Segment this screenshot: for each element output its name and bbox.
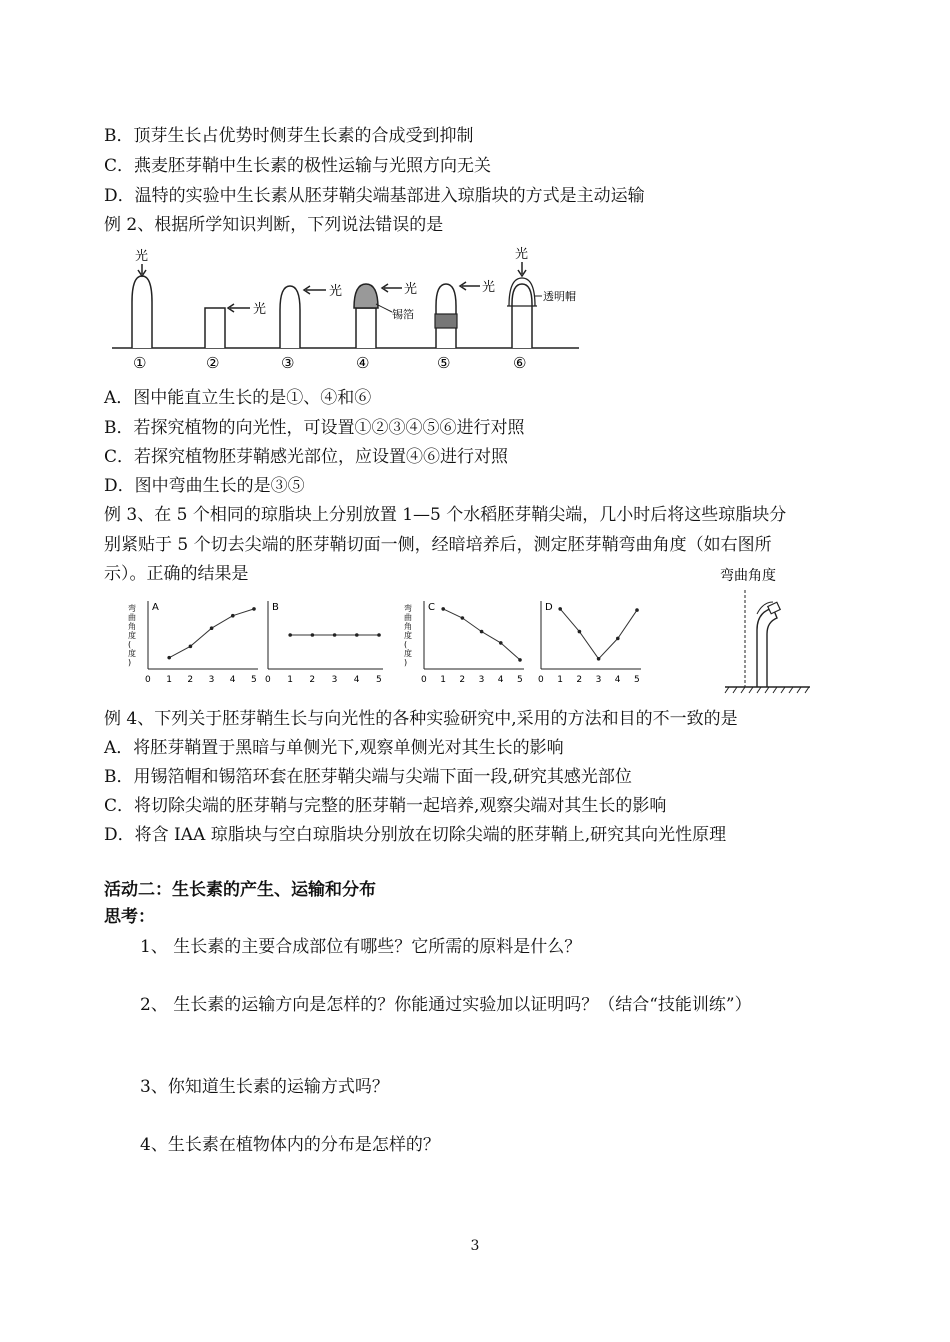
coleoptile-3 [280, 286, 300, 348]
series-line [169, 609, 254, 658]
x-tick-label: 4 [497, 675, 504, 685]
ex2-option-a: A．图中能直立生长的是①、④和⑥ [104, 388, 372, 408]
ex2-option-b: B．若探究植物的向光性，可设置①②③④⑤⑥进行对照 [104, 418, 525, 438]
x-tick-label: 5 [517, 675, 523, 685]
data-point [355, 633, 359, 637]
ex4-option-a: A．将胚芽鞘置于黑暗与单侧光下,观察单侧光对其生长的影响 [104, 738, 564, 758]
data-point [578, 630, 582, 634]
data-point [597, 657, 601, 661]
x-tick-label: 2 [187, 675, 194, 685]
y-axis-label-char: 弯 [404, 604, 412, 613]
x-tick-label: 3 [595, 675, 602, 685]
series-line [443, 609, 520, 660]
data-point [311, 633, 315, 637]
foil-label: 锡箔 [392, 308, 414, 321]
x-tick-label: 1 [557, 675, 563, 685]
y-axis-label-char: 角 [404, 622, 412, 631]
x-tick-label: 0 [538, 675, 544, 685]
x-tick-label: 2 [459, 675, 466, 685]
series-line [560, 609, 637, 659]
y-axis-label-char: ( [128, 640, 132, 649]
ex1-option-b: B．顶芽生长占优势时侧芽生长素的合成受到抑制 [104, 126, 474, 146]
x-tick-label: 2 [309, 675, 316, 685]
question-3: 3、你知道生长素的运输方式吗？ [140, 1077, 389, 1097]
cap-label: 透明帽 [543, 290, 576, 303]
x-tick-label: 0 [265, 675, 271, 685]
x-tick-label: 3 [208, 675, 215, 685]
y-axis-label-char: ) [128, 658, 132, 667]
coleoptile-4 [356, 308, 376, 348]
x-tick-label: 4 [353, 675, 360, 685]
num-3: ③ [281, 354, 295, 372]
data-point [189, 645, 193, 649]
chart-b [262, 595, 387, 690]
x-tick-label: 5 [376, 675, 382, 685]
light-label-6: 光 [515, 247, 529, 262]
bend-angle-figure [715, 562, 815, 697]
data-point [441, 607, 445, 611]
data-point [616, 637, 620, 641]
y-axis-label-char: 角 [128, 622, 136, 631]
ex4-option-b: B．用锡箔帽和锡箔环套在胚芽鞘尖端与尖端下面一段,研究其感光部位 [104, 767, 632, 787]
light-label-5: 光 [482, 280, 496, 295]
data-point [518, 658, 522, 662]
bent-coleoptile [757, 608, 777, 687]
data-point [461, 616, 465, 620]
light-label-1: 光 [135, 249, 149, 264]
data-point [480, 630, 484, 634]
data-point [288, 633, 292, 637]
question-1: 1、 生长素的主要合成部位有哪些？它所需的原料是什么？ [140, 937, 582, 957]
x-tick-label: 1 [440, 675, 446, 685]
ex4-stem: 例 4、下列关于胚芽鞘生长与向光性的各种实验研究中,采用的方法和目的不一致的是 [104, 709, 738, 729]
y-axis-label-char: ) [404, 658, 408, 667]
foil-band-5 [435, 314, 457, 328]
data-point [167, 656, 171, 660]
chart-title: B [272, 602, 279, 613]
x-tick-label: 4 [229, 675, 236, 685]
coleoptile-1 [132, 276, 152, 348]
ex3-stem-line3: 示）。正确的结果是 [104, 564, 249, 584]
x-tick-label: 3 [478, 675, 485, 685]
data-point [558, 607, 562, 611]
data-point [635, 608, 639, 612]
data-point [499, 641, 503, 645]
ex2-option-d: D．图中弯曲生长的是③⑤ [104, 476, 305, 496]
num-1: ① [133, 354, 147, 372]
ex2-option-c: C．若探究植物胚芽鞘感光部位，应设置④⑥进行对照 [104, 447, 509, 467]
coleoptile-6 [512, 284, 532, 348]
chart-title: A [152, 602, 159, 613]
ex2-coleoptile-figure [104, 240, 584, 375]
ex1-option-d: D．温特的实验中生长素从胚芽鞘尖端基部进入琼脂块的方式是主动运输 [104, 186, 645, 206]
chart-title: D [545, 602, 553, 613]
light-label-3: 光 [329, 284, 343, 299]
y-axis-label-char: 弯 [128, 604, 136, 613]
activity2-think: 思考： [104, 907, 155, 927]
activity2-title: 活动二：生长素的产生、运输和分布 [104, 880, 376, 900]
ex1-option-c: C．燕麦胚芽鞘中生长素的极性运输与光照方向无关 [104, 156, 492, 176]
ex4-option-c: C．将切除尖端的胚芽鞘与完整的胚芽鞘一起培养,观察尖端对其生长的影响 [104, 796, 667, 816]
question-2: 2、 生长素的运输方向是怎样的？你能通过实验加以证明吗？（结合“技能训练”） [140, 995, 752, 1015]
page-number: 3 [470, 1238, 480, 1254]
ground-hatch [725, 687, 809, 693]
coleoptile-2 [205, 308, 225, 348]
num-6: ⑥ [513, 354, 527, 372]
data-point [231, 614, 235, 618]
y-axis-label-char: 度 [128, 649, 136, 658]
y-axis-label-char: 度 [404, 631, 412, 640]
data-point [377, 633, 381, 637]
y-axis-label-char: 度 [128, 631, 136, 640]
question-4: 4、生长素在植物体内的分布是怎样的？ [140, 1135, 440, 1155]
data-point [252, 607, 256, 611]
data-point [210, 626, 214, 630]
y-axis-label-char: ( [404, 640, 408, 649]
num-5: ⑤ [437, 354, 451, 372]
y-axis-label-char: 度 [404, 649, 412, 658]
x-tick-label: 5 [251, 675, 257, 685]
chart-c [398, 595, 528, 690]
y-axis-label-char: 曲 [128, 613, 136, 622]
num-4: ④ [356, 354, 370, 372]
light-label-4: 光 [404, 282, 418, 297]
ex4-option-d: D．将含 IAA 琼脂块与空白琼脂块分别放在切除尖端的胚芽鞘上,研究其向光性原理 [104, 825, 727, 845]
y-axis-label-char: 曲 [404, 613, 412, 622]
ex2-stem: 例 2、根据所学知识判断，下列说法错误的是 [104, 215, 444, 235]
bend-angle-label: 弯曲角度 [720, 568, 776, 584]
chart-d [535, 595, 645, 690]
x-tick-label: 4 [614, 675, 621, 685]
ex3-stem-line1: 例 3、在 5 个相同的琼脂块上分别放置 1—5 个水稻胚芽鞘尖端，几小时后将这些琼脂块分 [104, 505, 787, 525]
chart-title: C [428, 602, 435, 613]
light-label-2: 光 [253, 302, 267, 317]
x-tick-label: 0 [145, 675, 151, 685]
ex3-stem-line2: 别紧贴于 5 个切去尖端的胚芽鞘切面一侧，经暗培养后，测定胚芽鞘弯曲角度（如右图所 [104, 535, 772, 555]
x-tick-label: 1 [287, 675, 293, 685]
x-tick-label: 2 [576, 675, 583, 685]
x-tick-label: 5 [634, 675, 640, 685]
foil-cap-4 [354, 284, 378, 308]
x-tick-label: 3 [331, 675, 338, 685]
x-tick-label: 0 [421, 675, 427, 685]
data-point [333, 633, 337, 637]
chart-a [122, 595, 262, 690]
num-2: ② [206, 354, 220, 372]
x-tick-label: 1 [166, 675, 172, 685]
